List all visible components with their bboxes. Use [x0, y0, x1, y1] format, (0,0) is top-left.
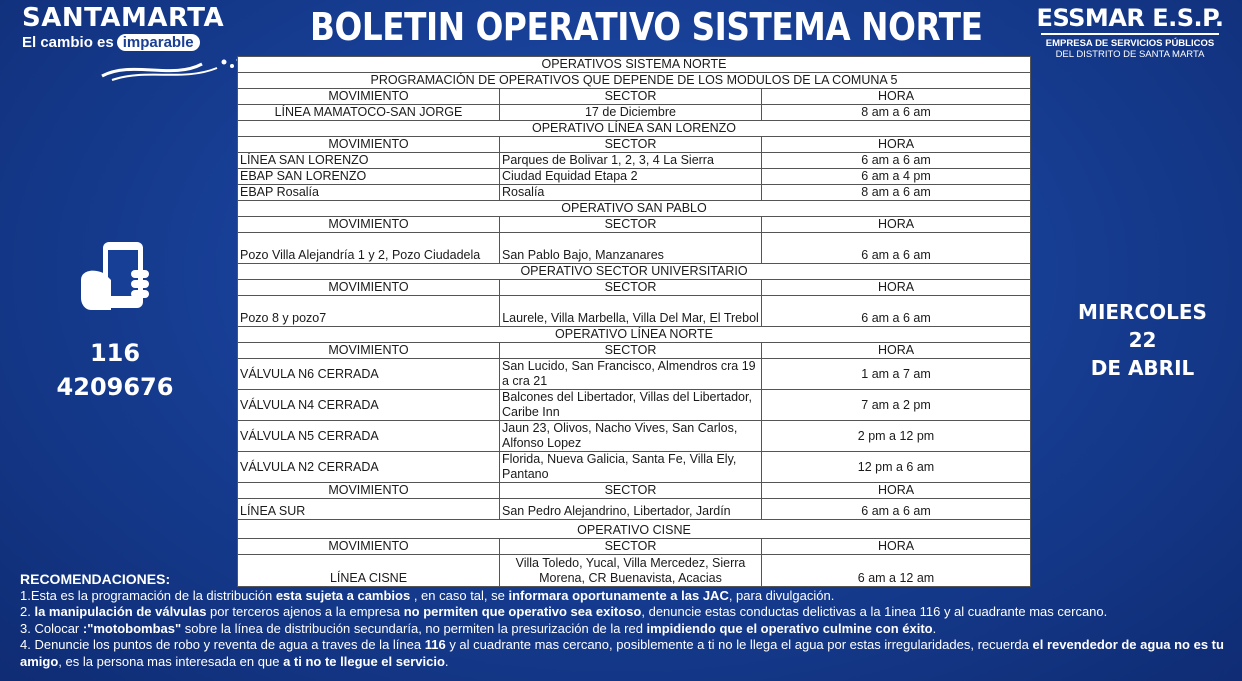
- rec-bold: :"motobombas": [82, 620, 182, 636]
- rec-bold: 116: [424, 637, 446, 652]
- cell-movimiento: VÁLVULA N5 CERRADA: [238, 421, 500, 452]
- date-day: MIERCOLES: [1078, 300, 1207, 324]
- column-header: MOVIMIENTO: [238, 280, 500, 296]
- cell-sector: Balcones del Libertador, Villas del Libertador, Caribe Inn: [500, 390, 762, 421]
- cell-hora: 8 am a 6 am: [762, 185, 1031, 201]
- rec-text: .: [444, 653, 449, 669]
- rec-text: sobre la línea de distribución secundaría, no permiten la presurización de la red: [181, 620, 647, 636]
- phone-hand-icon: [75, 240, 155, 315]
- column-header: SECTOR: [500, 539, 762, 555]
- column-header: HORA: [762, 280, 1031, 296]
- operations-table: [237, 56, 1031, 587]
- header-row: [238, 217, 1031, 233]
- phone-number-short: 116: [89, 339, 141, 367]
- rec-text: 2.: [20, 604, 35, 619]
- cell-movimiento: LÍNEA SUR: [238, 499, 500, 520]
- rec-bold: impidiendo que el operativo culmine con éxito: [646, 620, 933, 636]
- slogan-text: El cambio es: [22, 34, 114, 51]
- column-header: HORA: [762, 217, 1031, 233]
- essmar-subtitle: EMPRESA DE SERVICIOS PÚBLICOS: [1045, 38, 1215, 49]
- rec-text: , en caso tal, se: [410, 587, 509, 603]
- rec-text: , para divulgación.: [728, 587, 835, 603]
- cell-hora: 2 pm a 12 pm: [762, 421, 1031, 452]
- cell-sector: Jaun 23, Olivos, Nacho Vives, San Carlos, Alfonso Lopez: [500, 421, 762, 452]
- cell-movimiento: VÁLVULA N4 CERRADA: [238, 390, 500, 421]
- cell-sector: Parques de Bolivar 1, 2, 3, 4 La Sierra: [500, 153, 762, 169]
- rec-text: .: [932, 620, 937, 636]
- essmar-logo-text: ESSMAR E.S.P.: [1036, 4, 1224, 32]
- date-month: DE ABRIL: [1090, 356, 1195, 380]
- rec-text: y al cuadrante mas cercano, posiblemente a ti no le llega el agua por estas irregularidades, recuerda: [445, 637, 1033, 652]
- header-row: [238, 89, 1031, 105]
- column-header: HORA: [762, 137, 1031, 153]
- essmar-subtitle-2: DEL DISTRITO DE SANTA MARTA: [1055, 49, 1205, 60]
- recommendations-title: RECOMENDACIONES:: [20, 571, 171, 587]
- cell-hora: 8 am a 6 am: [762, 105, 1031, 121]
- section-heading: OPERATIVO CISNE: [238, 520, 1031, 539]
- cell-sector: San Pablo Bajo, Manzanares: [500, 233, 762, 264]
- rec-bold: informara oportunamente a las JAC: [508, 587, 729, 603]
- cell-movimiento: LÍNEA CISNE: [238, 555, 500, 587]
- section-heading: OPERATIVO SECTOR UNIVERSITARIO: [238, 264, 1031, 280]
- cell-sector: Laurele, Villa Marbella, Villa Del Mar, El Trebol: [500, 296, 762, 327]
- recommendation-item: [20, 604, 1225, 621]
- rec-bold: esta sujeta a cambios: [275, 587, 411, 603]
- santamarta-logo: [22, 4, 232, 82]
- cell-sector: Ciudad Equidad Etapa 2: [500, 169, 762, 185]
- recommendation-item: [20, 637, 1225, 670]
- header-row: [238, 137, 1031, 153]
- date-block: [1070, 298, 1215, 382]
- table-row: [238, 452, 1031, 483]
- table-row: [238, 296, 1031, 327]
- cell-movimiento: VÁLVULA N6 CERRADA: [238, 359, 500, 390]
- header-row: [238, 539, 1031, 555]
- cell-sector: Florida, Nueva Galicia, Santa Fe, Villa Ely, Pantano: [500, 452, 762, 483]
- cell-sector: San Pedro Alejandrino, Libertador, Jardín: [500, 499, 762, 520]
- cell-hora: 6 am a 6 am: [762, 296, 1031, 327]
- column-header: SECTOR: [500, 280, 762, 296]
- santamarta-slogan: [22, 34, 232, 51]
- phone-number-long: 4209676: [56, 373, 174, 401]
- column-header: SECTOR: [500, 343, 762, 359]
- column-header: SECTOR: [500, 89, 762, 105]
- page-title: BOLETIN OPERATIVO SISTEMA NORTE: [310, 5, 983, 49]
- rec-text: , denuncie estas conductas delictivas a la 1inea 116 y al cuadrante mas cercano.: [641, 604, 1108, 619]
- rec-bold: el revendedor de agua no es tu amigo: [20, 637, 1224, 669]
- cell-movimiento: EBAP SAN LORENZO: [238, 169, 500, 185]
- rec-bold: no permiten que operativo sea exitoso: [403, 604, 642, 619]
- cell-sector: San Lucido, San Francisco, Almendros cra 19 a cra 21: [500, 359, 762, 390]
- rec-text: , es la persona mas interesada en que: [58, 653, 284, 669]
- cell-sector: Villa Toledo, Yucal, Villa Mercedez, Sierra Morena, CR Buenavista, Acacias: [500, 555, 762, 587]
- rec-text: 3. Colocar: [20, 620, 83, 636]
- rec-text: 4. Denuncie los puntos de robo y reventa de agua a traves de la línea: [20, 637, 425, 652]
- rec-text: 1.Esta es la programación de la distribución: [20, 587, 276, 603]
- rec-bold: a ti no te llegue el servicio: [283, 653, 445, 669]
- column-header: HORA: [762, 343, 1031, 359]
- recommendation-item: [20, 621, 1225, 638]
- cell-hora: 12 pm a 6 am: [762, 452, 1031, 483]
- table-row: [238, 233, 1031, 264]
- header-row: [238, 343, 1031, 359]
- cell-hora: 6 am a 6 am: [762, 499, 1031, 520]
- contact-block: [40, 240, 190, 404]
- table-row: [238, 390, 1031, 421]
- table-row: [238, 499, 1031, 520]
- rec-bold: la manipulación de válvulas: [34, 604, 207, 619]
- column-header: MOVIMIENTO: [238, 539, 500, 555]
- cell-movimiento: LÍNEA MAMATOCO-SAN JORGE: [238, 105, 500, 121]
- cell-movimiento: LÍNEA SAN LORENZO: [238, 153, 500, 169]
- section-heading: OPERATIVO LÍNEA SAN LORENZO: [238, 121, 1031, 137]
- column-header: MOVIMIENTO: [238, 483, 500, 499]
- column-header: HORA: [762, 483, 1031, 499]
- table-row: [238, 421, 1031, 452]
- column-header: MOVIMIENTO: [238, 343, 500, 359]
- column-header: MOVIMIENTO: [238, 217, 500, 233]
- cell-hora: 7 am a 2 pm: [762, 390, 1031, 421]
- table-row: [238, 153, 1031, 169]
- section-heading: OPERATIVO SAN PABLO: [238, 201, 1031, 217]
- cell-hora: 6 am a 6 am: [762, 153, 1031, 169]
- cell-sector: Rosalía: [500, 185, 762, 201]
- cell-movimiento: VÁLVULA N2 CERRADA: [238, 452, 500, 483]
- column-header: SECTOR: [500, 483, 762, 499]
- header-row: [238, 483, 1031, 499]
- column-header: HORA: [762, 89, 1031, 105]
- cell-movimiento: Pozo Villa Alejandría 1 y 2, Pozo Ciudadela: [238, 233, 500, 264]
- section-heading: PROGRAMACIÓN DE OPERATIVOS QUE DEPENDE DE LOS MODULOS DE LA COMUNA 5: [238, 73, 1031, 89]
- rec-text: por terceros ajenos a la empresa: [206, 604, 404, 619]
- table-row: [238, 169, 1031, 185]
- table-title: OPERATIVOS SISTEMA NORTE: [238, 57, 1031, 73]
- cell-movimiento: Pozo 8 y pozo7: [238, 296, 500, 327]
- table-row: [238, 105, 1031, 121]
- cell-hora: 6 am a 4 pm: [762, 169, 1031, 185]
- table-row: [238, 359, 1031, 390]
- cell-hora: 1 am a 7 am: [762, 359, 1031, 390]
- column-header: HORA: [762, 539, 1031, 555]
- logo-divider: [1041, 33, 1219, 35]
- wave-swoosh-icon: [92, 56, 242, 82]
- column-header: SECTOR: [500, 217, 762, 233]
- section-heading: OPERATIVO LÍNEA NORTE: [238, 327, 1031, 343]
- cell-movimiento: EBAP Rosalía: [238, 185, 500, 201]
- column-header: MOVIMIENTO: [238, 89, 500, 105]
- header-row: [238, 280, 1031, 296]
- column-header: SECTOR: [500, 137, 762, 153]
- recommendation-item: [20, 588, 1225, 605]
- cell-hora: 6 am a 6 am: [762, 233, 1031, 264]
- santamarta-logo-text: SANTAMARTA: [22, 3, 225, 33]
- column-header: MOVIMIENTO: [238, 137, 500, 153]
- cell-sector: 17 de Diciembre: [500, 105, 762, 121]
- recommendations: [20, 571, 1225, 670]
- table-row: [238, 185, 1031, 201]
- slogan-pill: imparable: [117, 34, 200, 51]
- essmar-logo: [1035, 4, 1225, 74]
- date-number: 22: [1128, 328, 1157, 352]
- cell-hora: 6 am a 12 am: [762, 555, 1031, 587]
